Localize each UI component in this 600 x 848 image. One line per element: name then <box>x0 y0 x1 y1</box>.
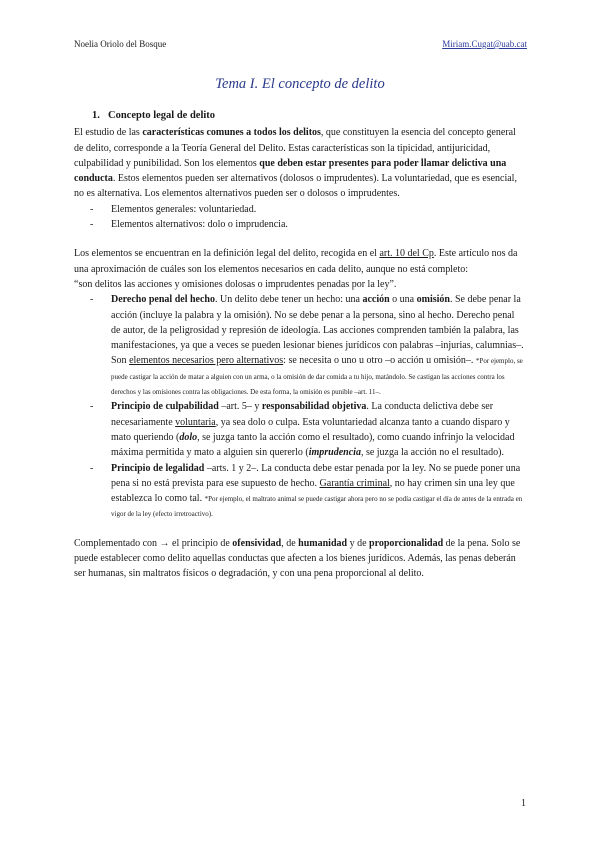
quote-definition: “son delitos las acciones y omisiones dolosas o imprudentes penadas por la ley”. <box>74 278 397 290</box>
list-item-culpabilidad: - Principio de culpabilidad –art. 5– y responsabilidad objetiva. La conducta delictiva debe ser necesariamente voluntaria, ya sea dolo o culpa. Esta voluntariedad alcanza tanto a cuando disparo y mato queriendo (dolo, se juzga tanto la acción como el resultado), como cuando infrinjo la velocidad máxima permitida y mato a alguien sin quererlo (imprudencia, se juzga la acción no el resultado). <box>74 399 526 460</box>
section-heading <box>92 108 526 123</box>
bold-deben-estar: que deben estar presentes para poder llamar delictiva una conducta <box>74 157 507 185</box>
page-number: 1 <box>521 798 526 809</box>
header-email-link[interactable]: Miriam.Cugat@uab.cat <box>442 39 527 49</box>
section-heading-text: Concepto legal de delito <box>108 110 216 121</box>
art-10-link[interactable]: art. 10 del Cp <box>379 248 434 260</box>
example-note: *Por ejemplo, se puede castigar la acción de matar a alguien con un arma, o la omisión de dar comida a tu hijo, matándolo. Se castigan las acciones contra los derechos y las omisiones contra las obligaciones. De esta forma, la omisión es punible –art. 11–. <box>111 357 523 397</box>
paragraph-intro: El estudio de las características comunes a todos los delitos, que constituyen la esencia del concepto general de delito, corresponde a la Teoría General del Delito. Estas características son la tipicidad, antijuricidad, culpabilidad y punibilidad. Son los elementos que deben estar presentes para poder llamar delictiva una conducta. Estos elementos pueden ser alternativos (dolosos o imprudentes). La voluntariedad, que es esencial, no es alternativa. Los elementos alternativos pueden ser o dolosos o imprudentes. <box>74 127 517 200</box>
document-body <box>74 108 526 582</box>
page-title: Tema I. El concepto de delito <box>215 76 385 92</box>
list-item: - Elementos alternativos: dolo o imprudencia. <box>74 217 526 232</box>
list-item-hecho: - Derecho penal del hecho. Un delito debe tener un hecho: una acción o una omisión. Se debe penar la acción (incluye la palabra y la omisión). No se debe penar a la persona, sino al hecho. Derecho penal de autor, de la peligrosidad y represión de ideología. Las acciones comprenden también la palabra, las manifestaciones, ya que a veces se pueden lesionar bienes jurídicos con palabras –injurias, calumnias–. Son elementos necesarios pero alternativos: se necesita o uno u otro –o acción u omisión–. *Por ejemplo, se puede castigar la acción de matar a alguien con un arma, o la omisión de dar comida a tu hijo, matándolo. Se castigan las acciones contra los derechos y las omisiones contra las obligaciones. De esta forma, la omisión es punible –art. 11–. <box>74 292 526 399</box>
section-number: 1. <box>92 110 100 121</box>
paragraph-definition: Los elementos se encuentran en la definición legal del delito, recogida en el art. 10 del Cp. Este artículo nos da una aproximación de cuáles son los elementos necesarios en cada delito, aunque no está completo: <box>74 248 518 275</box>
list-item-legalidad: - Principio de legalidad –arts. 1 y 2–. La conducta debe estar penada por la ley. No se puede poner una pena si no está prevista para ese supuesto de hecho. Garantía criminal, no hay crimen sin una ley que establezca lo como tal. *Por ejemplo, el maltrato animal se puede castigar ahora pero no se podía castigar el día de antes de la entrada en vigor de la ley (efecto irretroactivo). <box>74 461 526 522</box>
elements-list <box>74 202 526 233</box>
list-item: - Elementos generales: voluntariedad. <box>74 202 526 217</box>
paragraph-complement: Complementado con → el principio de ofensividad, de humanidad y de proporcionalidad de la pena. Solo se puede establecer como delito aquellas conductas que afecten a los bienes jurídicos. Además, las penas deberán ser humanas, sin maltratos físicos o degradación, y con una pena proporcional al delito. <box>74 537 521 580</box>
bold-caracteristicas: características comunes a todos los delitos <box>142 127 321 139</box>
header-author: Noelia Oriolo del Bosque <box>74 39 167 49</box>
principles-list <box>74 292 526 521</box>
example-note: *Por ejemplo, el maltrato animal se puede castigar ahora pero no se podía castigar el día de antes de la entrada en vigor de la ley (efecto irretroactivo). <box>111 495 523 519</box>
